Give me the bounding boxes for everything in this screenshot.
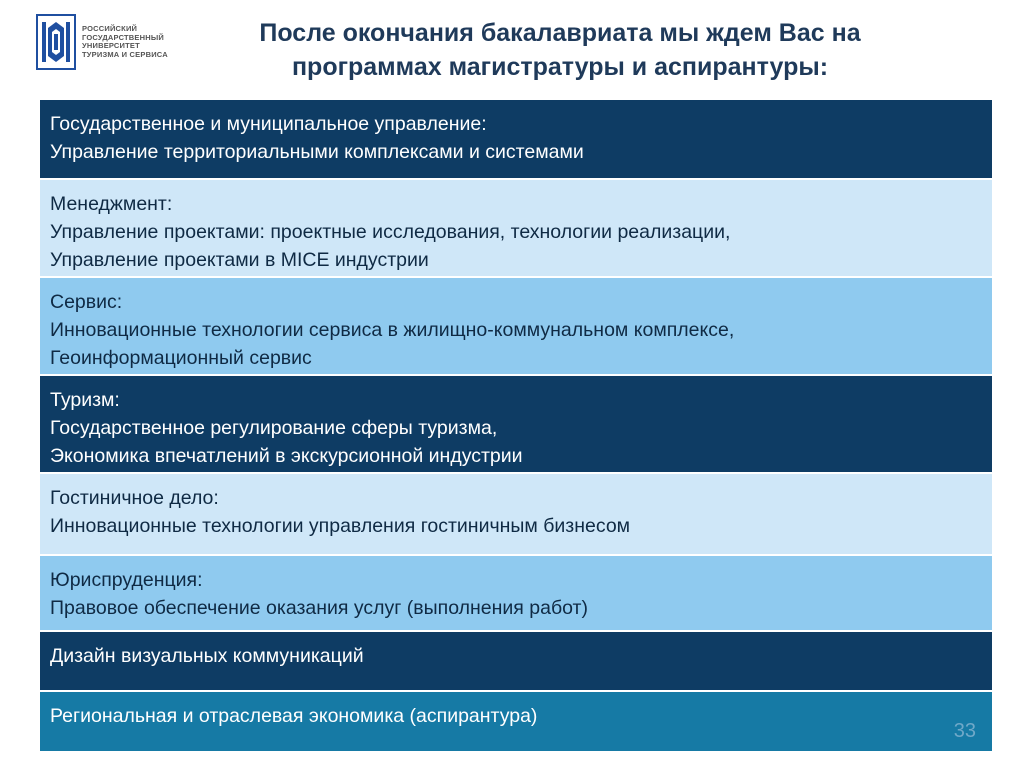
program-row-public-administration (40, 100, 992, 180)
program-heading: Региональная и отраслевая экономика (аспирантура) (50, 705, 538, 727)
program-heading: Гостиничное дело: (50, 487, 219, 509)
title-line-1: После окончания бакалавриата мы ждем Вас на (259, 19, 861, 47)
program-detail: Управление проектами: проектные исследования, технологии реализации, (50, 221, 731, 243)
program-detail: Управление территориальными комплексами и системами (50, 141, 584, 163)
program-heading: Государственное и муниципальное управление: (50, 113, 487, 135)
program-heading: Дизайн визуальных коммуникаций (50, 645, 364, 667)
program-heading: Менеджмент: (50, 193, 173, 215)
logo-text (82, 25, 168, 59)
program-heading: Юриспруденция: (50, 569, 203, 591)
logo-line: РОССИЙСКИЙ (82, 24, 138, 33)
program-heading: Туризм: (50, 389, 120, 411)
program-row-hospitality (40, 474, 992, 556)
program-detail: Геоинформационный сервис (50, 347, 312, 369)
program-detail: Правовое обеспечение оказания услуг (выполнения работ) (50, 597, 588, 619)
programs-table (40, 100, 992, 751)
logo-line: ГОСУДАРСТВЕННЫЙ (82, 32, 164, 42)
title-line-2: программах магистратуры и аспирантуры: (291, 53, 829, 81)
university-emblem-icon (36, 14, 76, 70)
program-detail: Инновационные технологии сервиса в жилищно-коммунальном комплексе, (50, 319, 735, 341)
logo-line: УНИВЕРСИТЕТ (82, 41, 140, 50)
program-detail: Государственное регулирование сферы туризма, (50, 417, 498, 439)
program-row-service (40, 278, 992, 376)
logo-line: ТУРИЗМА И СЕРВИСА (82, 49, 168, 59)
program-detail: Инновационные технологии управления гостиничным бизнесом (50, 515, 631, 537)
program-heading: Сервис: (50, 291, 123, 313)
program-detail: Экономика впечатлений в экскурсионной индустрии (50, 445, 523, 467)
slide-title (190, 16, 930, 84)
program-row-economics (40, 692, 992, 751)
page-number: 33 (953, 720, 976, 742)
program-detail: Управление проектами в MICE индустрии (50, 249, 429, 271)
program-row-design (40, 632, 992, 692)
program-row-management (40, 180, 992, 278)
program-row-law (40, 556, 992, 632)
university-logo (36, 12, 186, 72)
program-row-tourism (40, 376, 992, 474)
